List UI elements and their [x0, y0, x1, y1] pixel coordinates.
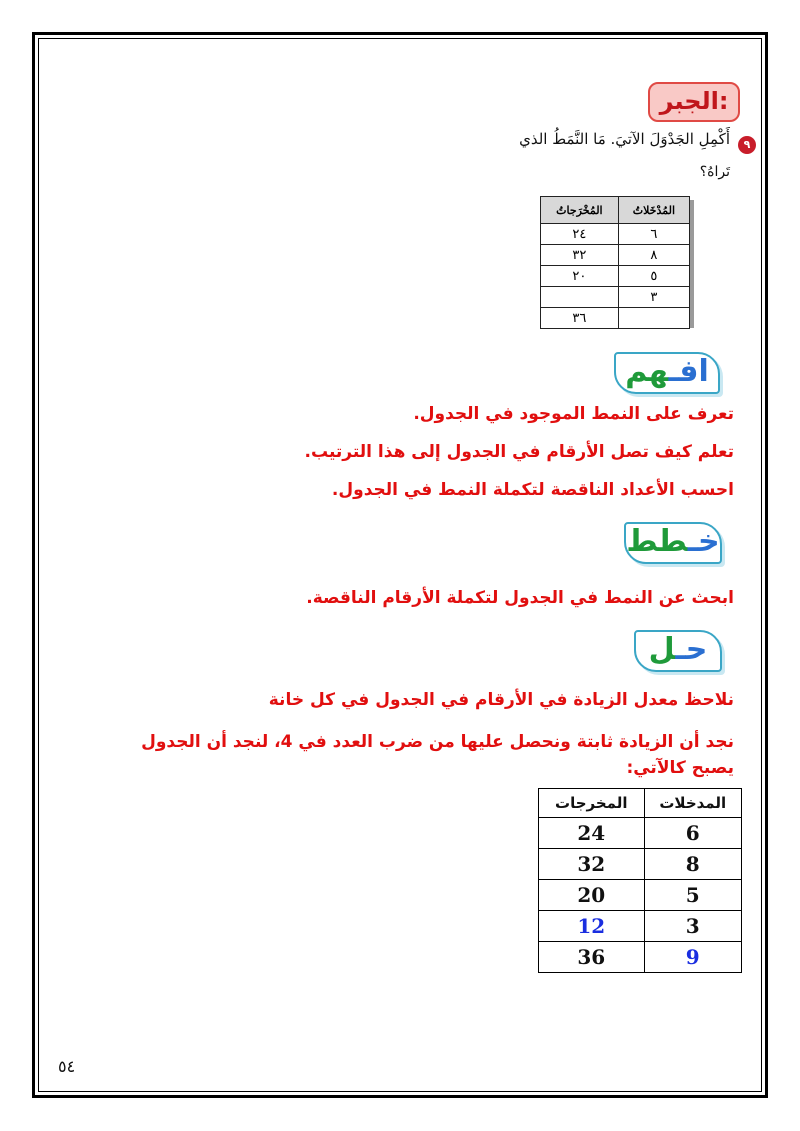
heading-understand-part2: هم	[625, 354, 669, 389]
textbook-table	[540, 196, 690, 324]
table-cell: ٣٢	[541, 245, 619, 266]
textbook-header-outputs: المُخْرَجاتُ	[541, 197, 619, 224]
answer-header-outputs: المخرجات	[539, 789, 645, 818]
solve-line-2: نجد أن الزيادة ثابتة ونحصل عليها من ضرب العدد في 4، لنجد أن الجدول	[141, 732, 734, 752]
table-row	[539, 818, 742, 849]
understand-line-2: تعلم كيف تصل الأرقام في الجدول إلى هذا الترتيب.	[304, 442, 734, 462]
table-cell: 3	[644, 911, 742, 942]
table-row	[539, 849, 742, 880]
heading-solve-part2: ل	[648, 632, 676, 667]
table-cell: 5	[644, 880, 742, 911]
table-cell-empty	[618, 308, 689, 329]
heading-plan-part1: خـ	[687, 524, 720, 559]
table-row	[541, 245, 690, 266]
plan-line-1: ابحث عن النمط في الجدول لتكملة الأرقام الناقصة.	[306, 588, 734, 608]
solve-line-1: نلاحظ معدل الزيادة في الأرقام في الجدول في كل خانة	[268, 690, 734, 710]
answer-table	[538, 788, 742, 973]
understand-line-1: تعرف على النمط الموجود في الجدول.	[413, 404, 734, 424]
heading-solve	[634, 630, 722, 672]
question-text-line1: أَكْمِلِ الجَدْوَلَ الآتيَ. مَا النَّمَطُ الذي	[519, 130, 730, 148]
table-cell: ٥	[618, 266, 689, 287]
heading-plan	[624, 522, 722, 564]
table-cell: ٨	[618, 245, 689, 266]
heading-understand-part1: افـ	[668, 354, 709, 389]
table-cell: ٣٦	[541, 308, 619, 329]
textbook-table-header-row	[541, 197, 690, 224]
heading-plan-part2: طط	[626, 524, 688, 559]
understand-line-3: احسب الأعداد الناقصة لتكملة النمط في الجدول.	[331, 480, 734, 500]
table-row	[539, 911, 742, 942]
textbook-header-inputs: المُدْخَلاتُ	[618, 197, 689, 224]
table-cell-computed: 9	[644, 942, 742, 973]
page-number: ٥٤	[58, 1057, 76, 1076]
table-row	[541, 308, 690, 329]
solve-line-3: يصبح كالآتي:	[626, 758, 734, 778]
table-cell: ٦	[618, 224, 689, 245]
table-cell: 6	[644, 818, 742, 849]
table-cell: 20	[539, 880, 645, 911]
heading-solve-part1: حـ	[675, 632, 708, 667]
answer-header-inputs: المدخلات	[644, 789, 742, 818]
table-cell: 24	[539, 818, 645, 849]
table-row	[539, 942, 742, 973]
table-cell: ٣	[618, 287, 689, 308]
table-row	[541, 266, 690, 287]
table-row	[539, 880, 742, 911]
table-cell-computed: 12	[539, 911, 645, 942]
table-cell: ٢٠	[541, 266, 619, 287]
table-cell: 36	[539, 942, 645, 973]
table-row	[541, 224, 690, 245]
heading-understand	[614, 352, 720, 394]
table-cell: 8	[644, 849, 742, 880]
answer-table-header-row	[539, 789, 742, 818]
table-cell-empty	[541, 287, 619, 308]
table-cell: 32	[539, 849, 645, 880]
table-row	[541, 287, 690, 308]
question-number-badge: ٩	[738, 136, 756, 154]
question-text-line2: تَراهُ؟	[699, 164, 730, 180]
section-title-badge: الجبر:	[648, 82, 740, 122]
table-cell: ٢٤	[541, 224, 619, 245]
